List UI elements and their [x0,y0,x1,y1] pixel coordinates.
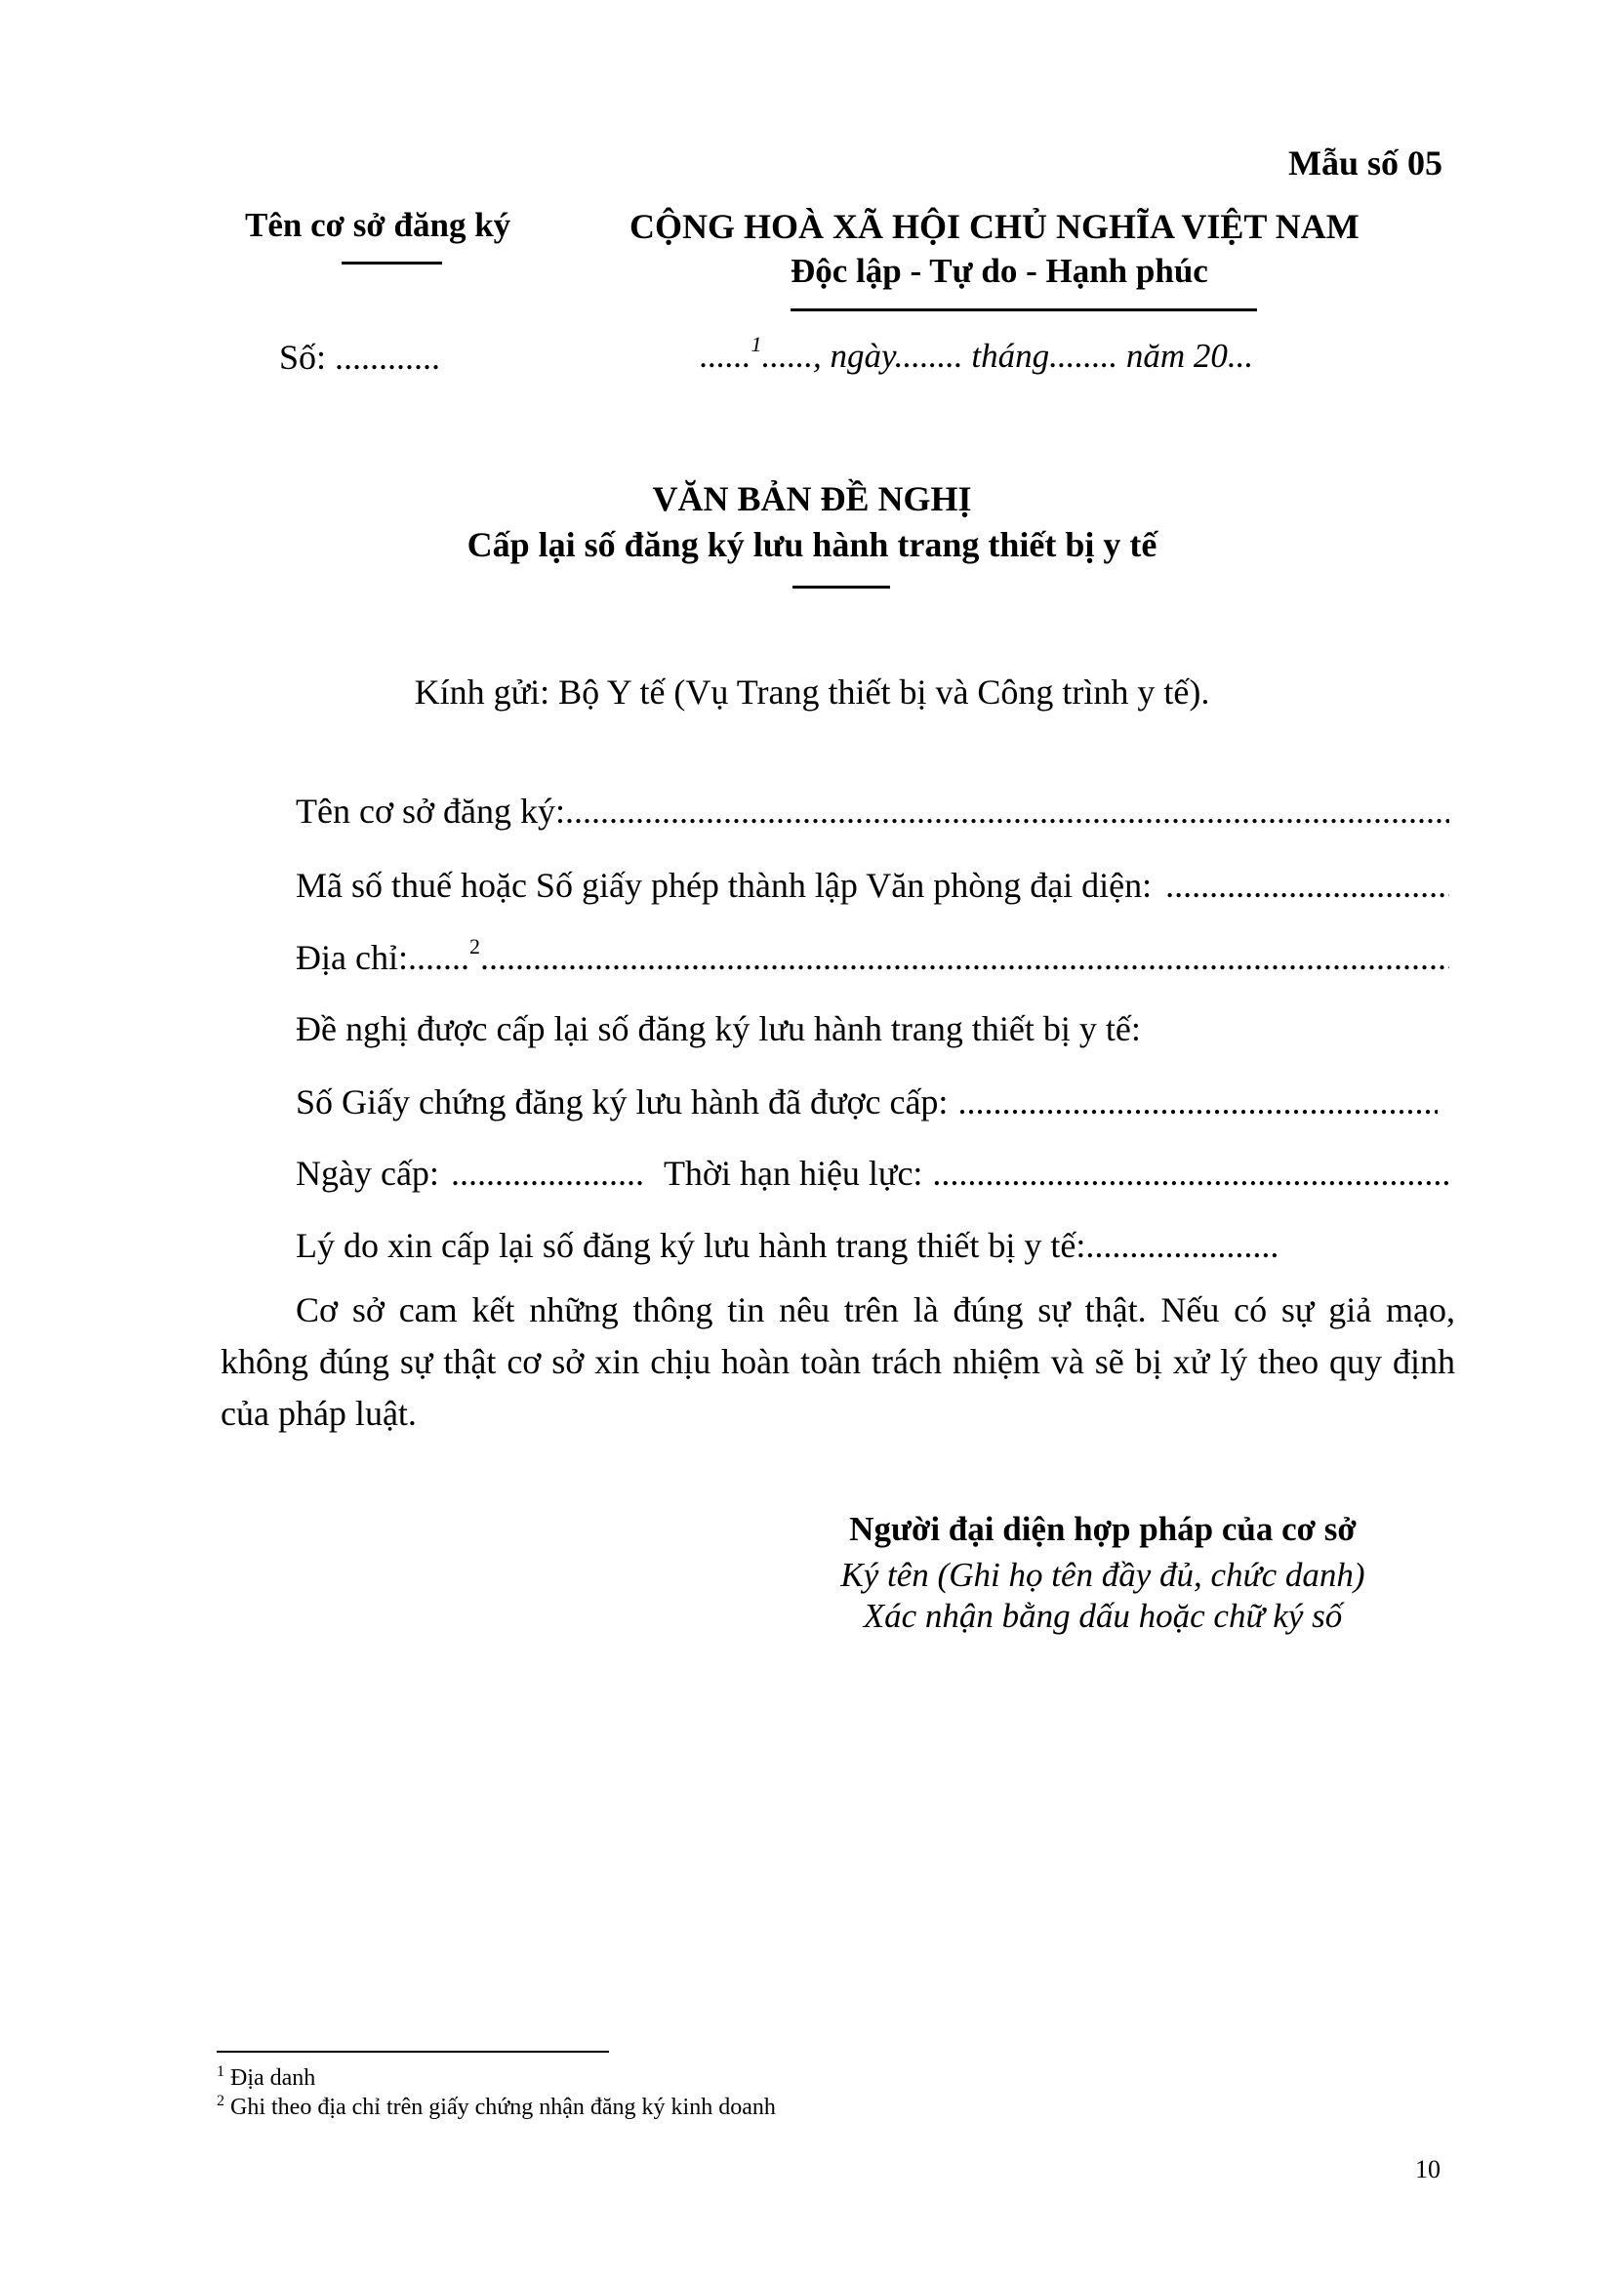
document-number: Số: ............ [279,338,441,377]
signature-confirmation: Xác nhận bằng dấu hoặc chữ ký số [863,1597,1343,1635]
signature-title: Người đại diện hợp pháp của cơ sở [849,1510,1357,1548]
recipient-line: Kính gửi: Bộ Y tế (Vụ Trang thiết bị và Công trình y tế). [414,673,1210,712]
document-subtitle: Cấp lại số đăng ký lưu hành trang thiết bị y tế [467,525,1157,564]
cert-number-field [296,1079,1438,1125]
request-line: Đề nghị được cấp lại số đăng ký lưu hành trang thiết bị y tế: [296,1009,1141,1048]
issue-date-label: Ngày cấp: [296,1154,439,1193]
motto: Độc lập - Tự do - Hạnh phúc [791,252,1208,290]
cert-number-label: Số Giấy chứng đăng ký lưu hành đã được cấp: [296,1082,949,1121]
signature-instruction: Ký tên (Ghi họ tên đầy đủ, chức danh) [840,1556,1365,1594]
document-title: VĂN BẢN ĐỀ NGHỊ [652,479,972,518]
form-number: Mẫu số 05 [1288,143,1443,183]
footnote-separator [217,2051,609,2053]
date-line [700,332,1254,376]
reason-field [296,1222,1449,1269]
address-footnote-ref: 2 [468,934,480,958]
issue-date-field [296,1150,1449,1197]
motto-underline [791,308,1257,311]
tax-code-field [296,862,1449,909]
issue-date-dots: ...................... [450,1154,644,1193]
org-name-label: Tên cơ sở đăng ký: [296,792,566,831]
org-label: Tên cơ sở đăng ký [245,206,511,244]
org-label-underline [342,262,442,265]
title-underline [792,586,890,589]
page-number: 10 [1415,2155,1441,2183]
address-label: Địa chỉ:....... [296,938,469,977]
date-line-footnote-ref: 1 [751,332,762,356]
address-field [296,934,1449,981]
date-line-prefix: ...... [700,337,751,375]
footnote-1: $^1$ Địa danh [217,2063,316,2091]
date-line-rest: ......, ngày........ tháng........ năm 20... [761,337,1254,375]
tax-code-label: Mã số thuế hoặc Số giấy phép thành lập Văn phòng đại diện: [296,866,1153,905]
org-name-field [296,788,1449,835]
reason-dots: ...................... [1085,1226,1279,1265]
country-title: CỘNG HOÀ XÃ HỘI CHỦ NGHĨA VIỆT NAM [629,207,1360,246]
reason-label: Lý do xin cấp lại số đăng ký lưu hành trang thiết bị y tế: [296,1226,1086,1265]
footnote-2: $^2$ Ghi theo địa chỉ trên giấy chứng nhận đăng ký kinh doanh [217,2093,776,2120]
validity-label: Thời hạn hiệu lực: [663,1154,923,1193]
commitment-paragraph: Cơ sở cam kết những thông tin nêu trên là đúng sự thật. Nếu có sự giả mạo, không đúng sự thật cơ sở xin chịu hoàn toàn trách nhiệm và sẽ bị xử lý theo quy định của pháp luật. [221,1290,1455,1433]
